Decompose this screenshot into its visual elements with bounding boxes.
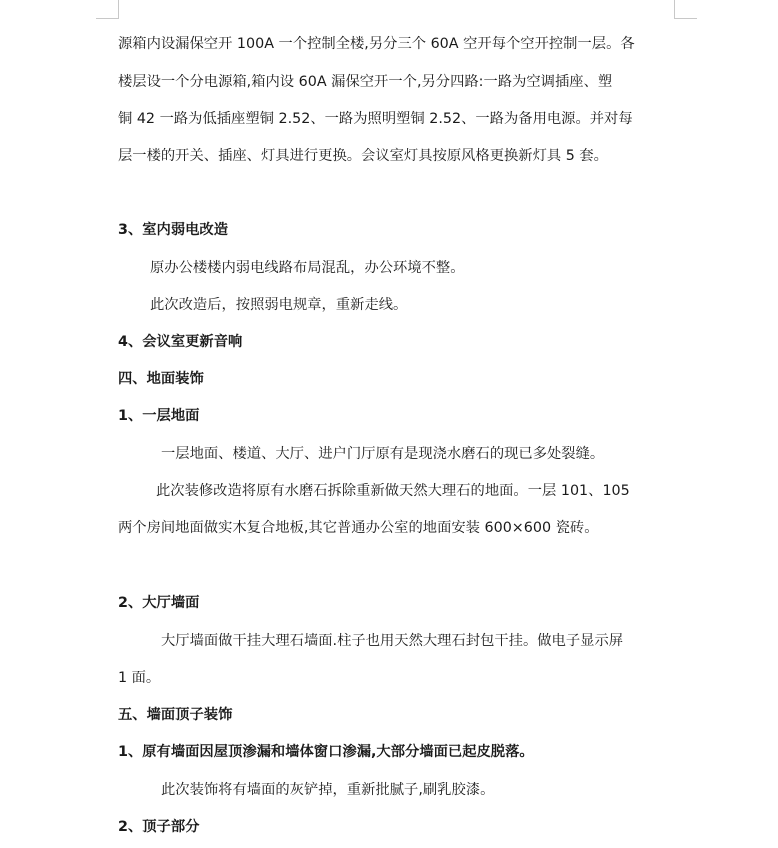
paragraph-line: 此次改造后，按照弱电规章，重新走线。 <box>150 297 408 313</box>
paragraph-line: 原办公楼楼内弱电线路布局混乱，办公环境不整。 <box>150 260 465 276</box>
chapter-heading-wall-ceiling: 五、墙面顶子装饰 <box>118 707 233 723</box>
section-heading-hall-wall: 2、大厅墙面 <box>118 595 200 611</box>
paragraph-line: 楼层设一个分电源箱,箱内设 60A 漏保空开一个,另分四路:一路为空调插座、塑 <box>118 74 613 90</box>
section-heading-audio: 4、会议室更新音响 <box>118 334 243 350</box>
paragraph-line: 铜 42 一路为低插座塑铜 2.52、一路为照明塑铜 2.52、一路为备用电源。并对每 <box>118 111 633 127</box>
paragraph-line: 源箱内设漏保空开 100A 一个控制全楼,另分三个 60A 空开每个空开控制一层。各 <box>118 36 635 52</box>
paragraph-line: 两个房间地面做实木复合地板,其它普通办公室的地面安装 600×600 瓷砖。 <box>118 520 599 536</box>
section-heading-ceiling: 2、顶子部分 <box>118 819 200 835</box>
margin-corner-mark-right <box>674 0 697 19</box>
paragraph-line: 1 面。 <box>118 670 161 686</box>
margin-corner-mark-left <box>96 0 119 19</box>
section-heading-weak-current: 3、室内弱电改造 <box>118 222 229 238</box>
paragraph-line: 此次装修改造将原有水磨石拆除重新做天然大理石的地面。一层 101、105 <box>156 483 630 499</box>
paragraph-line: 层一楼的开关、插座、灯具进行更换。会议室灯具按原风格更换新灯具 5 套。 <box>118 148 608 164</box>
paragraph-line: 此次装饰将有墙面的灰铲掉，重新批腻子,刷乳胶漆。 <box>161 782 495 798</box>
chapter-heading-floor: 四、地面装饰 <box>118 371 204 387</box>
section-heading-wall: 1、原有墙面因屋顶渗漏和墙体窗口渗漏,大部分墙面已起皮脱落。 <box>118 744 534 760</box>
section-heading-first-floor: 1、一层地面 <box>118 408 200 424</box>
paragraph-line: 大厅墙面做干挂大理石墙面.柱子也用天然大理石封包干挂。做电子显示屏 <box>161 633 624 649</box>
paragraph-line: 一层地面、楼道、大厅、进户门厅原有是现浇水磨石的现已多处裂缝。 <box>161 446 605 462</box>
